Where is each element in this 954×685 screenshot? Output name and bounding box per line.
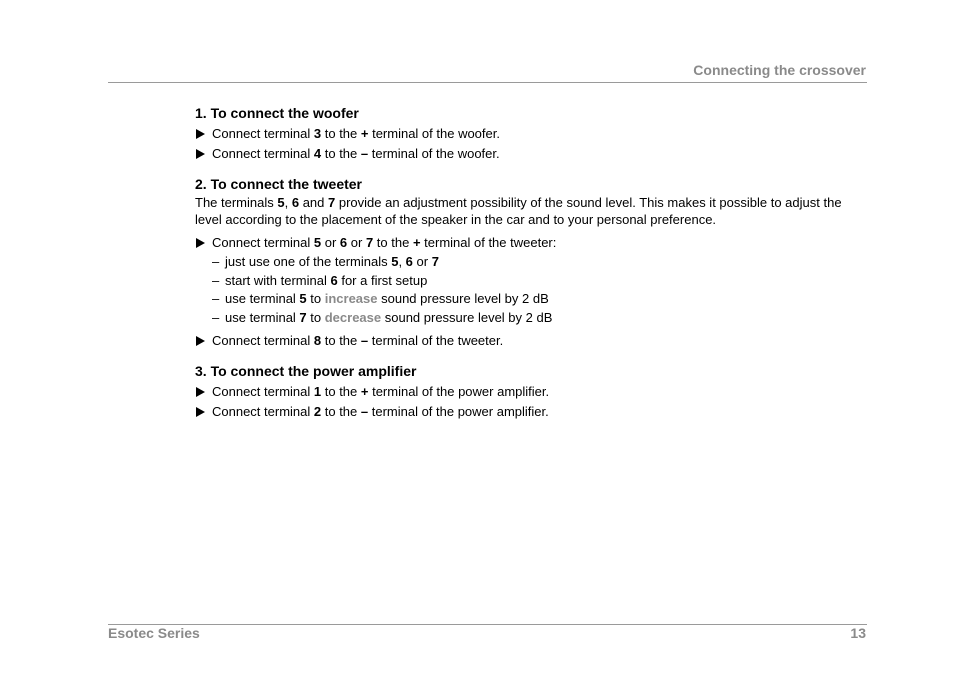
step-text: terminal of the tweeter:	[420, 235, 557, 250]
polarity-sign: +	[412, 235, 421, 250]
item-text: ,	[398, 254, 406, 269]
terminal-number: 5	[277, 195, 285, 210]
polarity-sign: +	[360, 126, 369, 141]
para-text: The terminals	[195, 195, 278, 210]
item-text: for a first setup	[337, 272, 428, 288]
para-text: ,	[284, 195, 292, 210]
terminal-number: 7	[365, 235, 374, 250]
terminal-number: 5	[299, 291, 307, 306]
terminal-number: 6	[405, 254, 413, 269]
terminal-number: 5	[313, 235, 322, 250]
para-text: provide an adjustment possibility of the sound level. This makes it possible to adjust the level according to the placement of the speaker in the car and to your personal preference.	[195, 195, 842, 227]
dash-bullet: –	[212, 254, 220, 269]
terminal-number: 4	[313, 146, 322, 161]
step-text: Connect terminal	[212, 333, 314, 348]
step-tweeter-minus	[195, 332, 860, 349]
para-text: and	[299, 195, 328, 210]
terminal-number: 1	[313, 384, 322, 399]
dash-bullet: –	[212, 291, 220, 306]
list-item	[195, 290, 860, 309]
step-text: to the	[321, 126, 361, 141]
dash-bullet: –	[212, 309, 220, 325]
step-amp-plus	[195, 383, 860, 400]
item-text: start with terminal	[225, 272, 331, 288]
step-text: to the	[321, 333, 361, 348]
step-text: to the	[321, 404, 361, 419]
step-tweeter-plus	[195, 234, 860, 251]
step-text: Connect terminal	[212, 235, 314, 250]
step-text: or	[321, 235, 340, 250]
dash-bullet: –	[212, 272, 220, 288]
step-woofer-plus	[195, 125, 860, 142]
list-item	[195, 309, 860, 328]
page-header-title: Connecting the crossover	[693, 62, 866, 78]
terminal-number: 6	[291, 195, 300, 210]
play-arrow-icon	[196, 129, 205, 139]
footer-series-name: Esotec Series	[108, 625, 200, 641]
polarity-sign: –	[360, 333, 369, 348]
step-text: Connect terminal	[212, 146, 314, 161]
section-amplifier	[195, 362, 860, 420]
section-title-woofer: 1. To connect the woofer	[195, 105, 359, 121]
terminal-number: 5	[391, 254, 399, 269]
header-divider	[108, 82, 867, 83]
step-text: terminal of the tweeter.	[368, 333, 504, 348]
section-woofer	[195, 104, 860, 162]
terminal-number: 8	[313, 333, 322, 348]
polarity-sign: –	[360, 404, 369, 419]
terminal-number: 6	[330, 272, 338, 288]
page-content	[195, 104, 860, 433]
play-arrow-icon	[196, 387, 205, 397]
terminal-number: 7	[431, 254, 439, 269]
list-item	[195, 253, 860, 272]
step-woofer-minus	[195, 145, 860, 162]
step-text: Connect terminal	[212, 404, 314, 419]
decrease-highlight: decrease	[324, 309, 382, 325]
list-item	[195, 272, 860, 291]
item-text: or	[412, 254, 432, 269]
section-tweeter	[195, 175, 860, 349]
step-text: or	[347, 235, 366, 250]
polarity-sign: –	[360, 146, 369, 161]
footer-divider	[108, 624, 867, 625]
terminal-number: 6	[339, 235, 348, 250]
terminal-number: 3	[313, 126, 322, 141]
play-arrow-icon	[196, 238, 205, 248]
item-text: to	[306, 291, 325, 306]
tweeter-sublist	[195, 253, 860, 327]
terminal-number: 7	[328, 195, 336, 210]
item-text: just use one of the terminals	[225, 254, 392, 269]
step-text: to the	[321, 146, 361, 161]
step-amp-minus	[195, 403, 860, 420]
increase-highlight: increase	[324, 291, 378, 306]
section-title-tweeter: 2. To connect the tweeter	[195, 176, 362, 192]
item-text: use terminal	[225, 291, 300, 306]
tweeter-intro-paragraph	[195, 194, 860, 228]
play-arrow-icon	[196, 407, 205, 417]
step-text: to the	[321, 384, 361, 399]
step-text: terminal of the woofer.	[368, 146, 500, 161]
polarity-sign: +	[360, 384, 369, 399]
item-text: use terminal	[225, 309, 300, 325]
step-text: terminal of the power amplifier.	[368, 404, 549, 419]
item-text: sound pressure level by 2 dB	[381, 309, 553, 325]
play-arrow-icon	[196, 336, 205, 346]
page-number: 13	[850, 625, 866, 641]
step-text: Connect terminal	[212, 126, 314, 141]
item-text: sound pressure level by 2 dB	[377, 291, 549, 306]
step-text: terminal of the woofer.	[368, 126, 500, 141]
step-text: terminal of the power amplifier.	[368, 384, 550, 399]
section-title-amplifier: 3. To connect the power amplifier	[195, 363, 417, 379]
terminal-number: 7	[299, 309, 307, 325]
item-text: to	[306, 309, 325, 325]
step-text: Connect terminal	[212, 384, 314, 399]
step-text: to the	[373, 235, 413, 250]
terminal-number: 2	[313, 404, 322, 419]
play-arrow-icon	[196, 149, 205, 159]
